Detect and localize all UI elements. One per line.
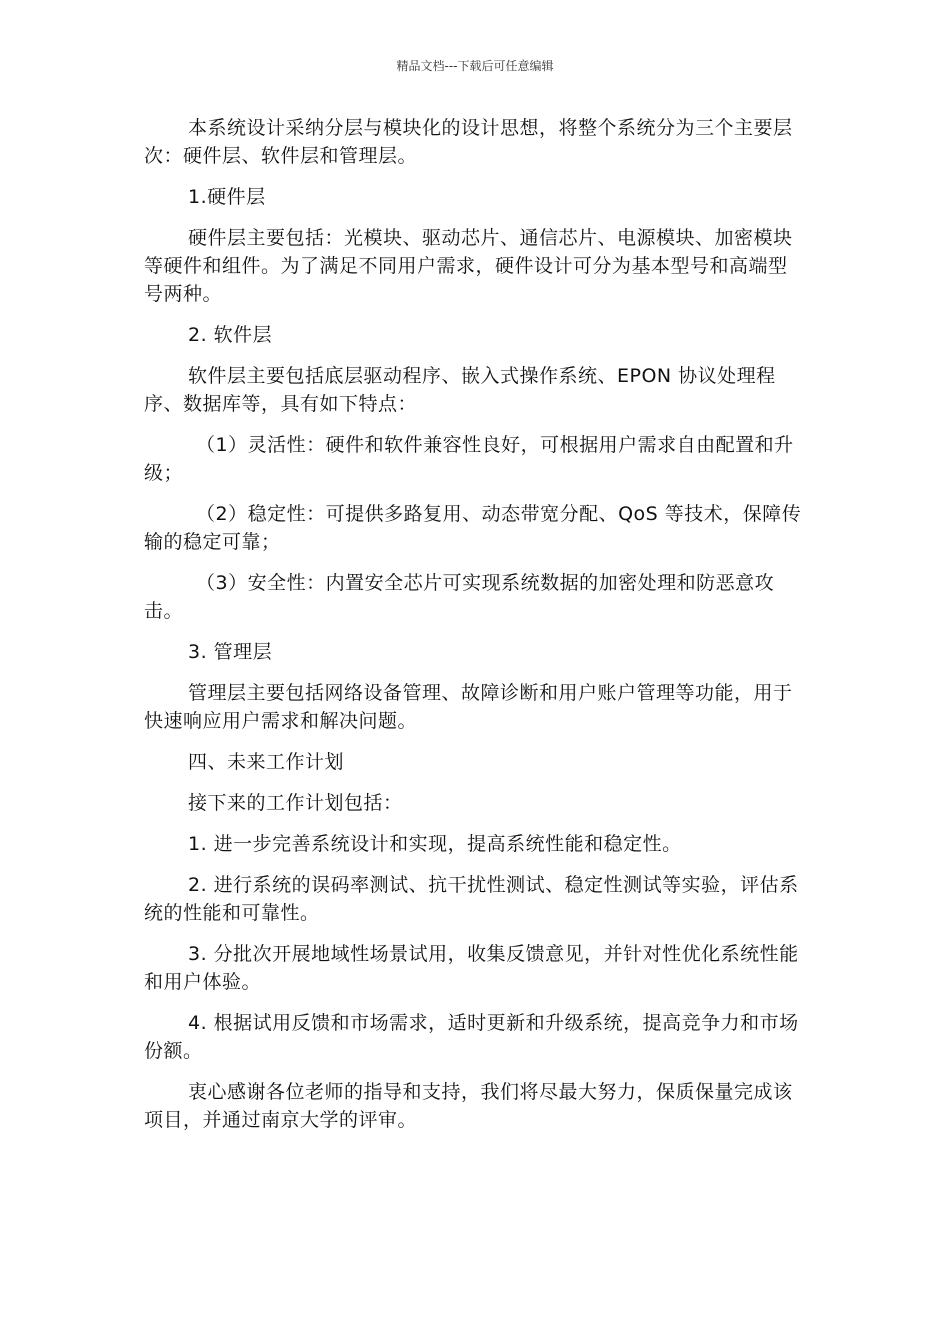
document-body [144,114,806,1147]
feature-flexibility: （1）灵活性：硬件和软件兼容性良好，可根据用户需求自由配置和升级； [144,434,794,484]
plan-item-2: 2. 进行系统的误码率测试、抗干扰性测试、稳定性测试等实验，评估系统的性能和可靠性。 [144,874,799,924]
intro-paragraph: 本系统设计采纳分层与模块化的设计思想，将整个系统分为三个主要层次：硬件层、软件层和管理层。 [144,117,793,167]
section-heading-software: 2. 软件层 [188,324,273,346]
feature-security: （3）安全性：内置安全芯片可实现系统数据的加密处理和防恶意攻击。 [144,572,775,622]
feature-stability: （2）稳定性：可提供多路复用、动态带宽分配、QoS 等技术，保障传输的稳定可靠； [144,503,802,553]
page-header: 精品文档---下载后可任意编辑 [396,59,554,73]
plan-item-4: 4. 根据试用反馈和市场需求，适时更新和升级系统，提高竞争力和市场份额。 [144,1012,799,1062]
plan-item-1: 1. 进一步完善系统设计和实现，提高系统性能和稳定性。 [188,833,682,855]
management-paragraph: 管理层主要包括网络设备管理、故障诊断和用户账户管理等功能，用于快速响应用户需求和解决问题。 [144,682,793,732]
plan-intro: 接下来的工作计划包括： [188,792,403,814]
software-paragraph: 软件层主要包括底层驱动程序、嵌入式操作系统、EPON 协议处理程序、数据库等，具有如下特点： [144,365,776,415]
section-heading-future-plan: 四、未来工作计划 [188,751,345,773]
hardware-paragraph: 硬件层主要包括：光模块、驱动芯片、通信芯片、电源模块、加密模块等硬件和组件。为了满足不同用户需求，硬件设计可分为基本型号和高端型号两种。 [144,227,793,305]
section-heading-hardware: 1.硬件层 [188,186,266,208]
plan-item-3: 3. 分批次开展地域性场景试用，收集反馈意见，并针对性优化系统性能和用户体验。 [144,943,799,993]
section-heading-management: 3. 管理层 [188,641,273,663]
closing-paragraph: 衷心感谢各位老师的指导和支持，我们将尽最大努力，保质保量完成该项目，并通过南京大学的评审。 [144,1081,793,1131]
